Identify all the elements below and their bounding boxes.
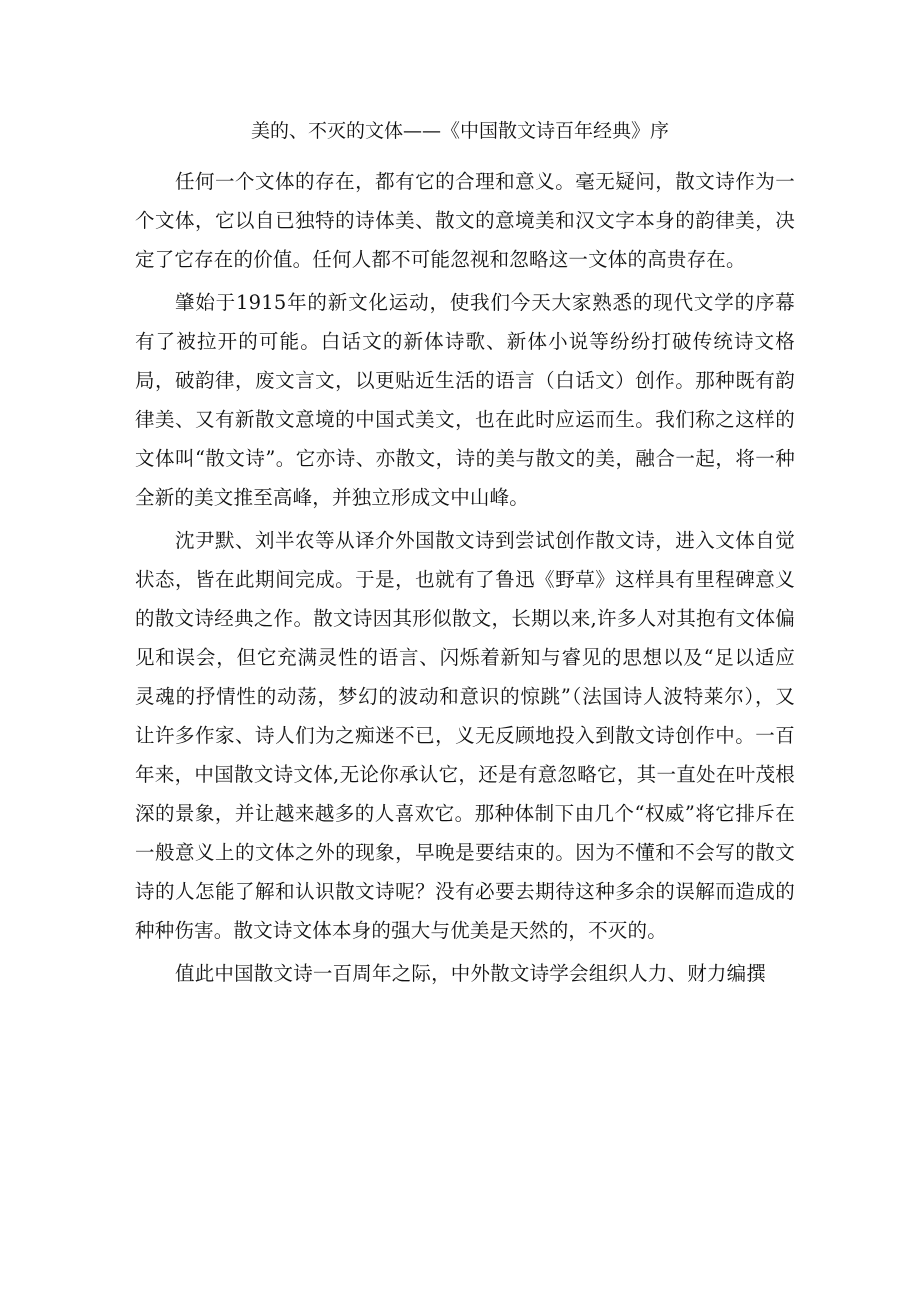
paragraph-4: 值此中国散文诗一百周年之际，中外散文诗学会组织人力、财力编撰	[175, 962, 767, 985]
paragraph-3: 沈尹默、刘半农等从译介外国散文诗到尝试创作散文诗，进入文体自觉状态，皆在此期间完成。于是，也就有了鲁迅《野草》这样具有里程碑意义的散文诗经典之作。散文诗因其形似散文，长期以来,许多人对其抱有文体偏见和误会，但它充满灵性的语言、闪烁着新知与睿见的思想以及“足以适应灵魂的抒情性的动荡，梦幻的波动和意识的惊跳”（法国诗人波特莱尔），又让许多作家、诗人们为之痴迷不已，义无反顾地投入到散文诗创作中。一百年来，中国散文诗文体,无论你承认它，还是有意忽略它，其一直处在叶茂根深的景象，并让越来越多的人喜欢它。那种体制下由几个“权威”将它排斥在一般意义上的文体之外的现象，早晚是要结束的。因为不懂和不会写的散文诗的人怎能了解和认识散文诗呢？没有必要去期待这种多余的误解而造成的种种伤害。散文诗文体本身的强大与优美是天然的，不灭的。	[135, 529, 795, 942]
document-body	[135, 162, 795, 997]
paragraph-2: 肇始于1915年的新文化运动，使我们今天大家熟悉的现代文学的序幕有了被拉开的可能。白话文的新体诗歌、新体小说等纷纷打破传统诗文格局，破韵律，废文言文，以更贴近生活的语言（白话文）创作。那种既有韵律美、又有新散文意境的中国式美文，也在此时应运而生。我们称之这样的文体叫“散文诗”。它亦诗、亦散文，诗的美与散文的美，融合一起，将一种全新的美文推至高峰，并独立形成文中山峰。	[135, 291, 795, 509]
document-title: 美的、不灭的文体——《中国散文诗百年经典》序	[250, 120, 669, 142]
paragraph-1: 任何一个文体的存在，都有它的合理和意义。毫无疑问，散文诗作为一个文体，它以自已独特的诗体美、散文的意境美和汉文字本身的韵律美，决定了它存在的价值。任何人都不可能忽视和忽略这一文体的高贵存在。	[135, 170, 795, 271]
